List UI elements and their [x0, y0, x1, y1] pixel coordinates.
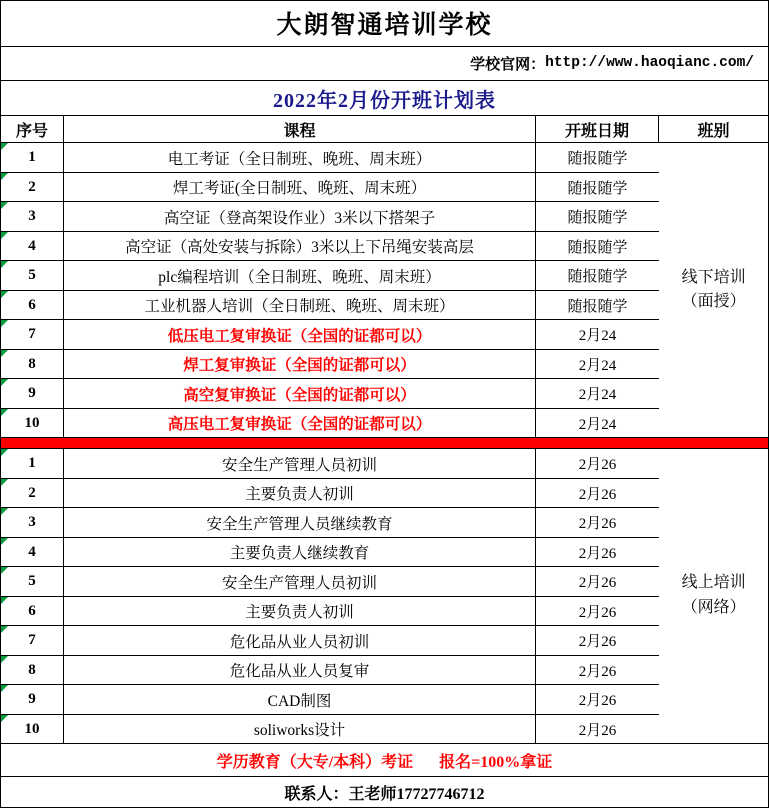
cell-seq-text: 7 — [28, 632, 36, 649]
header-type: 班别 — [659, 116, 768, 143]
cell-seq — [1, 261, 64, 291]
cell-date: 2月24 — [536, 350, 659, 380]
table-row — [1, 232, 659, 262]
cell-seq-text: 1 — [28, 149, 36, 166]
cell-seq — [1, 232, 64, 262]
online-group — [1, 449, 768, 744]
table-row — [1, 656, 659, 686]
cell-seq-text: 8 — [28, 661, 36, 678]
table-header-row — [1, 116, 768, 143]
cell-date: 随报随学 — [536, 232, 659, 262]
comment-marker-icon — [1, 479, 8, 486]
promo-text-1: 学历教育（大专/本科）考证 — [216, 753, 414, 771]
cell-seq-text: 10 — [24, 720, 40, 737]
cell-course: 工业机器人培训（全日制班、晚班、周末班） — [64, 291, 536, 321]
table-row — [1, 626, 659, 656]
cell-seq — [1, 626, 64, 656]
cell-course: 危化品从业人员初训 — [64, 626, 536, 656]
cell-seq-text: 8 — [28, 355, 36, 372]
comment-marker-icon — [1, 409, 8, 416]
cell-seq — [1, 567, 64, 597]
cell-course: 高空证（登高架设作业）3米以下搭架子 — [64, 202, 536, 232]
title-row — [1, 1, 768, 47]
table-row — [1, 409, 659, 439]
cell-course: 主要负责人继续教育 — [64, 538, 536, 568]
cell-seq — [1, 350, 64, 380]
cell-seq-text: 6 — [28, 602, 36, 619]
cell-date: 2月26 — [536, 449, 659, 479]
table-row — [1, 479, 659, 509]
cell-date: 2月24 — [536, 320, 659, 350]
cell-seq-text: 5 — [28, 573, 36, 590]
cell-seq — [1, 291, 64, 321]
cell-seq — [1, 508, 64, 538]
header-date: 开班日期 — [536, 116, 659, 143]
cell-date: 2月26 — [536, 597, 659, 627]
offline-group — [1, 143, 768, 438]
online-type-line1: 线上培训 — [681, 574, 746, 592]
contact-row — [1, 777, 768, 807]
comment-marker-icon — [1, 597, 8, 604]
cell-course: 安全生产管理人员初训 — [64, 449, 536, 479]
table-row — [1, 685, 659, 715]
cell-seq — [1, 449, 64, 479]
cell-seq-text: 7 — [28, 326, 36, 343]
comment-marker-icon — [1, 685, 8, 692]
comment-marker-icon — [1, 715, 8, 722]
cell-seq — [1, 715, 64, 745]
table-row — [1, 567, 659, 597]
offline-type-cell — [659, 143, 768, 438]
cell-date: 2月26 — [536, 538, 659, 568]
comment-marker-icon — [1, 173, 8, 180]
cell-date: 2月26 — [536, 508, 659, 538]
cell-seq-text: 2 — [28, 178, 36, 195]
cell-course: CAD制图 — [64, 685, 536, 715]
table-row — [1, 538, 659, 568]
cell-date: 2月26 — [536, 626, 659, 656]
offline-type-line1: 线下培训 — [681, 268, 746, 286]
comment-marker-icon — [1, 261, 8, 268]
cell-seq — [1, 202, 64, 232]
online-type-cell — [659, 449, 768, 744]
comment-marker-icon — [1, 567, 8, 574]
comment-marker-icon — [1, 143, 8, 150]
comment-marker-icon — [1, 291, 8, 298]
cell-course: 电工考证（全日制班、晚班、周末班） — [64, 143, 536, 173]
table-row — [1, 597, 659, 627]
cell-date: 随报随学 — [536, 291, 659, 321]
cell-seq — [1, 479, 64, 509]
cell-date: 2月26 — [536, 479, 659, 509]
cell-seq — [1, 656, 64, 686]
table-row — [1, 202, 659, 232]
cell-seq-text: 3 — [28, 514, 36, 531]
cell-seq-text: 10 — [24, 414, 40, 431]
cell-course: soliworks设计 — [64, 715, 536, 745]
cell-course: plc编程培训（全日制班、晚班、周末班） — [64, 261, 536, 291]
offline-rows — [1, 143, 659, 438]
online-type-line2: （网络） — [681, 599, 746, 617]
comment-marker-icon — [1, 626, 8, 633]
offline-type-label — [659, 143, 768, 438]
cell-course: 主要负责人初训 — [64, 597, 536, 627]
website-url[interactable]: http://www.haoqianc.com/ — [545, 55, 754, 72]
cell-course: 焊工考证(全日制班、晚班、周末班） — [64, 173, 536, 203]
website-cell — [1, 47, 768, 81]
table-row — [1, 715, 659, 745]
cell-course: 高压电工复审换证（全国的证都可以） — [64, 409, 536, 439]
cell-course: 低压电工复审换证（全国的证都可以） — [64, 320, 536, 350]
cell-seq-text: 6 — [28, 296, 36, 313]
cell-course: 安全生产管理人员继续教育 — [64, 508, 536, 538]
promo-text-2: 报名=100%拿证 — [439, 753, 553, 771]
subtitle-row — [1, 81, 768, 117]
table-row — [1, 449, 659, 479]
online-type-label — [659, 449, 768, 744]
comment-marker-icon — [1, 656, 8, 663]
cell-seq-text: 4 — [28, 237, 36, 254]
cell-course: 高空证（高处安装与拆除）3米以上下吊绳安装高层 — [64, 232, 536, 262]
cell-seq — [1, 685, 64, 715]
cell-date: 2月26 — [536, 715, 659, 745]
cell-seq-text: 5 — [28, 267, 36, 284]
cell-seq — [1, 173, 64, 203]
cell-date: 随报随学 — [536, 261, 659, 291]
comment-marker-icon — [1, 449, 8, 456]
cell-course: 焊工复审换证（全国的证都可以） — [64, 350, 536, 380]
cell-date: 随报随学 — [536, 202, 659, 232]
cell-course: 高空复审换证（全国的证都可以） — [64, 379, 536, 409]
comment-marker-icon — [1, 350, 8, 357]
comment-marker-icon — [1, 538, 8, 545]
table-row — [1, 173, 659, 203]
table-row — [1, 350, 659, 380]
cell-date: 2月24 — [536, 409, 659, 439]
cell-seq — [1, 538, 64, 568]
table-row — [1, 261, 659, 291]
cell-date: 2月26 — [536, 567, 659, 597]
cell-seq — [1, 320, 64, 350]
table-row — [1, 379, 659, 409]
table-row — [1, 508, 659, 538]
page-title: 大朗智通培训学校 — [1, 1, 768, 47]
cell-seq-text: 2 — [28, 484, 36, 501]
cell-seq — [1, 597, 64, 627]
comment-marker-icon — [1, 202, 8, 209]
comment-marker-icon — [1, 232, 8, 239]
cell-seq — [1, 143, 64, 173]
cell-course: 危化品从业人员复审 — [64, 656, 536, 686]
website-row — [1, 47, 768, 81]
cell-date: 随报随学 — [536, 173, 659, 203]
comment-marker-icon — [1, 379, 8, 386]
cell-date: 2月26 — [536, 685, 659, 715]
cell-course: 安全生产管理人员初训 — [64, 567, 536, 597]
cell-seq-text: 1 — [28, 455, 36, 472]
cell-date: 2月24 — [536, 379, 659, 409]
cell-date: 2月26 — [536, 656, 659, 686]
promo-cell — [1, 744, 768, 777]
promo-row — [1, 744, 768, 777]
cell-seq-text: 3 — [28, 208, 36, 225]
comment-marker-icon — [1, 508, 8, 515]
cell-course: 主要负责人初训 — [64, 479, 536, 509]
subtitle: 2022年2月份开班计划表 — [1, 81, 768, 117]
header-seq: 序号 — [1, 116, 64, 143]
online-rows — [1, 449, 659, 744]
offline-type-line2: （面授） — [681, 293, 746, 311]
cell-seq-text: 9 — [28, 691, 36, 708]
cell-seq-text: 9 — [28, 385, 36, 402]
cell-seq — [1, 409, 64, 439]
website-label: 学校官网： — [470, 56, 546, 73]
table-row — [1, 143, 659, 173]
table-row — [1, 291, 659, 321]
cell-seq — [1, 379, 64, 409]
cell-date: 随报随学 — [536, 143, 659, 173]
red-separator — [1, 438, 768, 449]
cell-seq-text: 4 — [28, 543, 36, 560]
header-course: 课程 — [64, 116, 536, 143]
contact-cell: 联系人：王老师17727746712 — [284, 785, 485, 803]
comment-marker-icon — [1, 320, 8, 327]
table-row — [1, 320, 659, 350]
